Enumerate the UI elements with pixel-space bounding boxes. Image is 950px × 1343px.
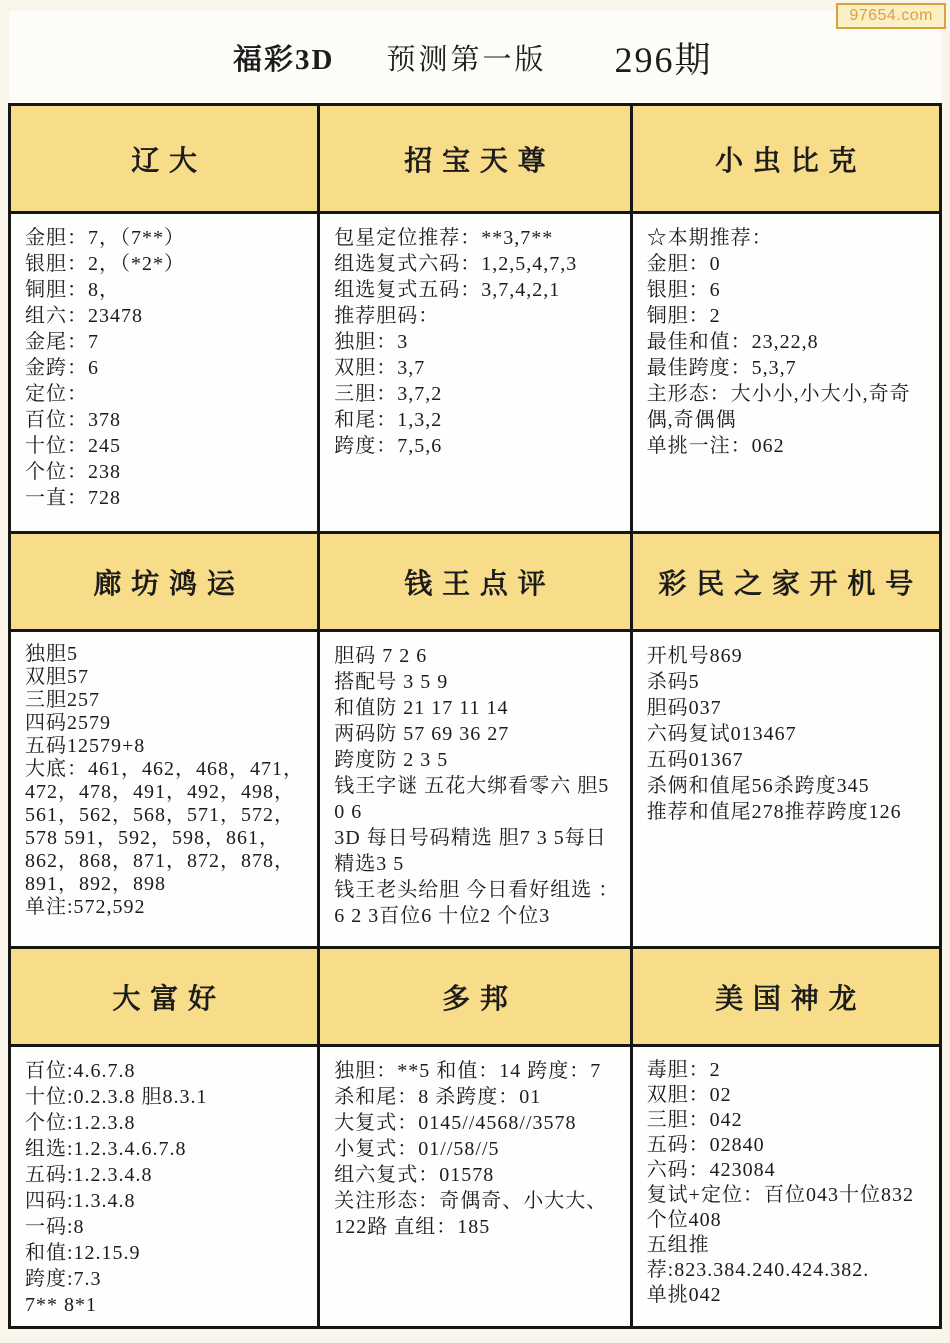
section-title: 钱王点评	[404, 568, 556, 600]
section-line: 五码：02840	[646, 1134, 765, 1156]
section-line: 银胆：6	[646, 279, 721, 301]
section-header-7	[320, 949, 629, 1044]
section-header-3	[11, 534, 317, 629]
section-line: 和值:12.15.9	[25, 1242, 141, 1264]
section-line: 组六：23478	[25, 305, 143, 327]
section-line: 独胆：3	[334, 331, 409, 353]
section-line: 复试+定位：百位043十位832个位408	[646, 1184, 914, 1231]
section-title: 大富好	[112, 983, 226, 1015]
section-line: 个位:1.2.3.8	[25, 1112, 136, 1134]
section-line: 五组推	[646, 1234, 710, 1256]
section-line: 两码防 57 69 36 27	[334, 723, 510, 745]
section-line: 单挑一注：062	[646, 435, 785, 457]
section-line: 推荐胆码：	[334, 305, 440, 327]
title-edition: 预测第一版	[386, 43, 547, 76]
section-content-4	[320, 632, 629, 946]
section-line: 铜胆：8，	[25, 279, 120, 301]
section-line: 和尾：1,3,2	[334, 409, 443, 431]
section-line: 三胆257	[25, 689, 100, 711]
section-line: 推荐和值尾278推荐跨度126	[646, 801, 902, 823]
section-line: 三胆：3,7,2	[334, 383, 443, 405]
section-line: 十位：245	[25, 435, 121, 457]
section-line: 三胆：042	[646, 1109, 743, 1131]
section-line: 百位:4.6.7.8	[25, 1060, 136, 1082]
section-content-1	[320, 214, 629, 531]
section-line: 跨度：7,5,6	[334, 435, 443, 457]
prediction-table	[8, 103, 942, 1329]
section-line: 四码:1.3.4.8	[25, 1190, 136, 1212]
section-content-7	[320, 1047, 629, 1326]
section-line: 一码:8	[25, 1216, 85, 1238]
section-line: 杀俩和值尾56杀跨度345	[646, 775, 870, 797]
section-title: 辽大	[131, 145, 207, 177]
section-line: 五码01367	[646, 749, 744, 771]
section-title: 廊坊鸿运	[93, 568, 245, 600]
section-line: 个位：238	[25, 461, 121, 483]
section-line: 双胆：3,7	[334, 357, 426, 379]
section-header-1	[320, 106, 629, 211]
section-content-0	[11, 214, 317, 531]
section-line: 大底：461，462，468，471，472，478，491，492，498，561，562，568，571，572，578 591，592，598，861，862，868，871，872，878，891，892，898	[25, 758, 304, 895]
section-line: 单注:572,592	[25, 896, 146, 918]
section-line: 最佳和值：23,22,8	[646, 331, 819, 353]
section-line: 钱王字谜 五花大绑看零六 胆5 0 6	[334, 775, 610, 823]
section-line: 跨度防 2 3 5	[334, 749, 449, 771]
section-line: 银胆：2，（*2*）	[25, 253, 185, 275]
section-line: 关注形态：奇偶奇、小大大、122路 直组：185	[334, 1190, 608, 1238]
section-content-5	[633, 632, 939, 946]
section-header-2	[633, 106, 939, 211]
section-line: 百位：378	[25, 409, 121, 431]
section-line: 组六复式：01578	[334, 1164, 495, 1186]
section-line: 和值防 21 17 11 14	[334, 697, 509, 719]
section-line: 毒胆：2	[646, 1059, 721, 1081]
section-line: 最佳跨度：5,3,7	[646, 357, 797, 379]
section-line: 六码：423084	[646, 1159, 776, 1181]
section-line: 组选:1.2.3.4.6.7.8	[25, 1138, 187, 1160]
section-content-2	[633, 214, 939, 531]
section-header-0	[11, 106, 317, 211]
section-line: 定位：	[25, 383, 88, 405]
section-header-8	[633, 949, 939, 1044]
section-line: ☆本期推荐：	[646, 227, 773, 249]
title-issue: 296期	[614, 39, 713, 80]
section-line: 小复式：01//58//5	[334, 1138, 500, 1160]
section-line: 四码2579	[25, 712, 111, 734]
section-line: 独胆5	[25, 643, 78, 665]
section-line: 包星定位推荐：**3,7**	[334, 227, 554, 249]
section-title: 小虫比克	[715, 145, 867, 177]
section-line: 3D 每日号码精选 胆7 3 5每日精选3 5	[334, 827, 607, 875]
section-content-6	[11, 1047, 317, 1326]
section-line: 胆码037	[646, 697, 722, 719]
section-line: 双胆57	[25, 666, 89, 688]
section-line: 跨度:7.3	[25, 1268, 102, 1290]
section-line: 铜胆：2	[646, 305, 721, 327]
section-line: 金胆：0	[646, 253, 721, 275]
section-title: 招宝天尊	[404, 145, 556, 177]
section-line: 五码12579+8	[25, 735, 146, 757]
page-title	[9, 11, 941, 103]
title-brand: 福彩3D	[233, 43, 335, 76]
section-title: 彩民之家开机号	[658, 568, 924, 600]
section-content-3	[11, 632, 317, 946]
section-header-6	[11, 949, 317, 1044]
section-title: 多邦	[442, 983, 518, 1015]
watermark-link[interactable]: 97654.com	[836, 3, 946, 29]
section-line: 金胆：7，（7**）	[25, 227, 185, 249]
section-line: 金尾：7	[25, 331, 99, 353]
section-line: 组选复式六码：1,2,5,4,7,3	[334, 253, 578, 275]
section-line: 搭配号 3 5 9	[334, 671, 449, 693]
section-line: 大复式：0145//4568//3578	[334, 1112, 577, 1134]
section-line: 胆码 7 2 6	[334, 645, 428, 667]
section-line: 金跨：6	[25, 357, 99, 379]
section-line: 主形态：大小小,小大小,奇奇偶,奇偶偶	[646, 383, 911, 431]
section-line: 7** 8*1	[25, 1294, 97, 1316]
section-title: 美国神龙	[715, 983, 867, 1015]
section-line: 独胆：**5 和值：14 跨度：7 杀和尾：8 杀跨度：01	[334, 1060, 602, 1108]
section-line: 组选复式五码：3,7,4,2,1	[334, 279, 561, 301]
section-line: 六码复试013467	[646, 723, 797, 745]
section-header-4	[320, 534, 629, 629]
section-content-8	[633, 1047, 939, 1326]
section-line: 单挑042	[646, 1284, 722, 1306]
section-line: 十位:0.2.3.8 胆8.3.1	[25, 1086, 208, 1108]
section-line: 荐:823.384.240.424.382.	[646, 1259, 870, 1281]
section-line: 杀码5	[646, 671, 700, 693]
section-header-5	[633, 534, 939, 629]
section-line: 开机号869	[646, 645, 743, 667]
section-line: 一直：728	[25, 487, 121, 509]
section-line: 五码:1.2.3.4.8	[25, 1164, 153, 1186]
section-line: 双胆：02	[646, 1084, 732, 1106]
section-line: 钱王老头给胆 今日看好组选 ：6 2 3百位6 十位2 个位3	[334, 879, 620, 927]
